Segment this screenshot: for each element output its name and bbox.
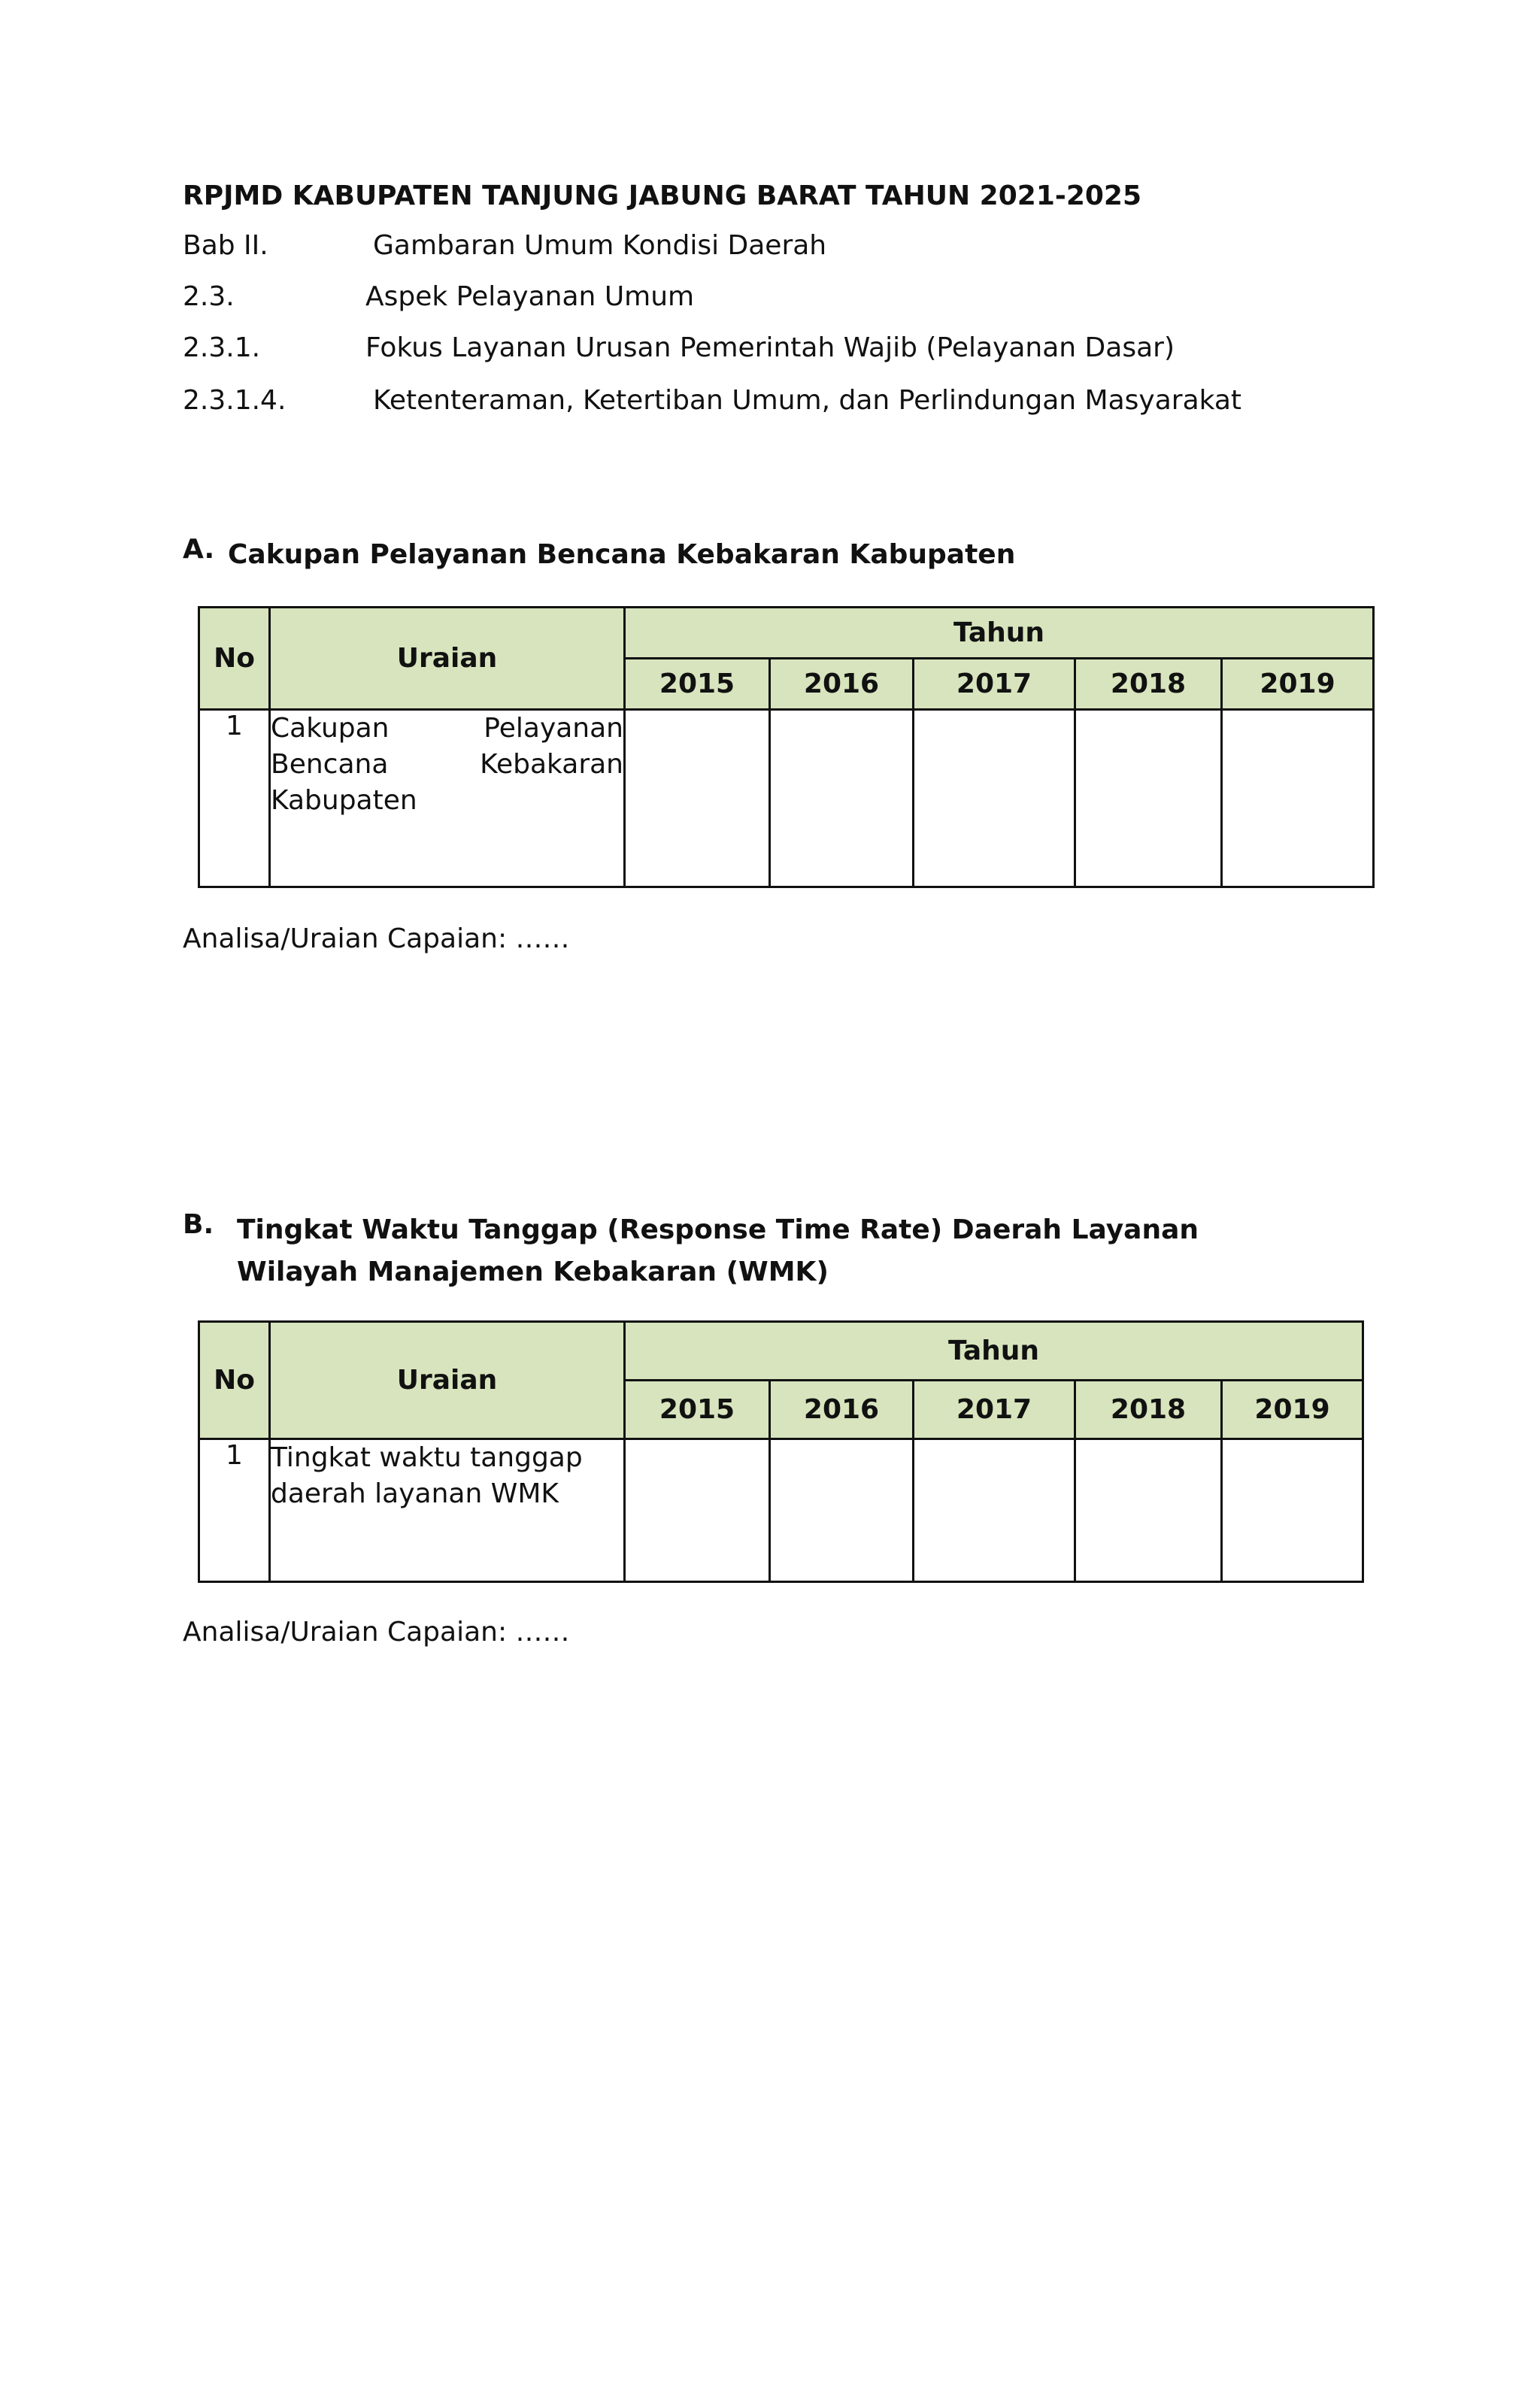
col-header-year: 2016 xyxy=(770,659,914,710)
section-a-analysis: Analisa/Uraian Capaian: …… xyxy=(183,923,570,954)
table-row xyxy=(199,710,1374,887)
cell-value xyxy=(1222,1439,1363,1582)
col-header-uraian: Uraian xyxy=(270,608,625,710)
hierarchy-number: Bab II. xyxy=(183,230,268,261)
col-header-tahun: Tahun xyxy=(625,608,1374,659)
hierarchy-number: 2.3.1.4. xyxy=(183,385,286,416)
document-title: RPJMD KABUPATEN TANJUNG JABUNG BARAT TAHUN 2021-2025 xyxy=(183,180,1142,211)
hierarchy-number: 2.3.1. xyxy=(183,332,261,363)
hierarchy-text: Aspek Pelayanan Umum xyxy=(365,281,695,312)
cell-value xyxy=(625,710,770,887)
cell-uraian: Cakupan Pelayanan Bencana Kebakaran Kabupaten xyxy=(270,710,625,887)
hierarchy-text: Gambaran Umum Kondisi Daerah xyxy=(373,230,827,261)
col-header-year: 2015 xyxy=(625,1381,770,1439)
hierarchy-number: 2.3. xyxy=(183,281,235,312)
cell-uraian: Tingkat waktu tanggap daerah layanan WMK xyxy=(270,1439,625,1582)
col-header-year: 2017 xyxy=(914,659,1075,710)
hierarchy-text: Ketenteraman, Ketertiban Umum, dan Perlindungan Masyarakat xyxy=(373,385,1242,416)
section-b-table xyxy=(198,1320,1364,1583)
section-letter: A. xyxy=(183,534,215,565)
col-header-year: 2018 xyxy=(1075,1381,1222,1439)
cell-value xyxy=(625,1439,770,1582)
section-title: Cakupan Pelayanan Bencana Kebakaran Kabupaten xyxy=(228,539,1016,570)
cell-value xyxy=(770,710,914,887)
col-header-year: 2015 xyxy=(625,659,770,710)
section-a-table xyxy=(198,606,1375,888)
col-header-no: No xyxy=(199,1322,270,1439)
col-header-year: 2017 xyxy=(914,1381,1075,1439)
section-letter: B. xyxy=(183,1209,214,1240)
col-header-year: 2019 xyxy=(1222,659,1374,710)
col-header-no: No xyxy=(199,608,270,710)
col-header-year: 2018 xyxy=(1075,659,1222,710)
cell-value xyxy=(1075,1439,1222,1582)
hierarchy-text: Fokus Layanan Urusan Pemerintah Wajib (Pelayanan Dasar) xyxy=(365,332,1175,363)
cell-no: 1 xyxy=(199,1439,270,1582)
cell-no: 1 xyxy=(199,710,270,887)
cell-value xyxy=(1075,710,1222,887)
cell-value xyxy=(770,1439,914,1582)
col-header-year: 2019 xyxy=(1222,1381,1363,1439)
section-title: Tingkat Waktu Tanggap (Response Time Rate) Daerah Layanan Wilayah Manajemen Kebakaran (WMK) xyxy=(237,1214,1199,1287)
col-header-year: 2016 xyxy=(770,1381,914,1439)
section-b-analysis: Analisa/Uraian Capaian: …… xyxy=(183,1617,570,1648)
cell-value xyxy=(1222,710,1374,887)
cell-value xyxy=(914,710,1075,887)
table-row xyxy=(199,1439,1363,1582)
col-header-uraian: Uraian xyxy=(270,1322,625,1439)
col-header-tahun: Tahun xyxy=(625,1322,1363,1381)
cell-value xyxy=(914,1439,1075,1582)
